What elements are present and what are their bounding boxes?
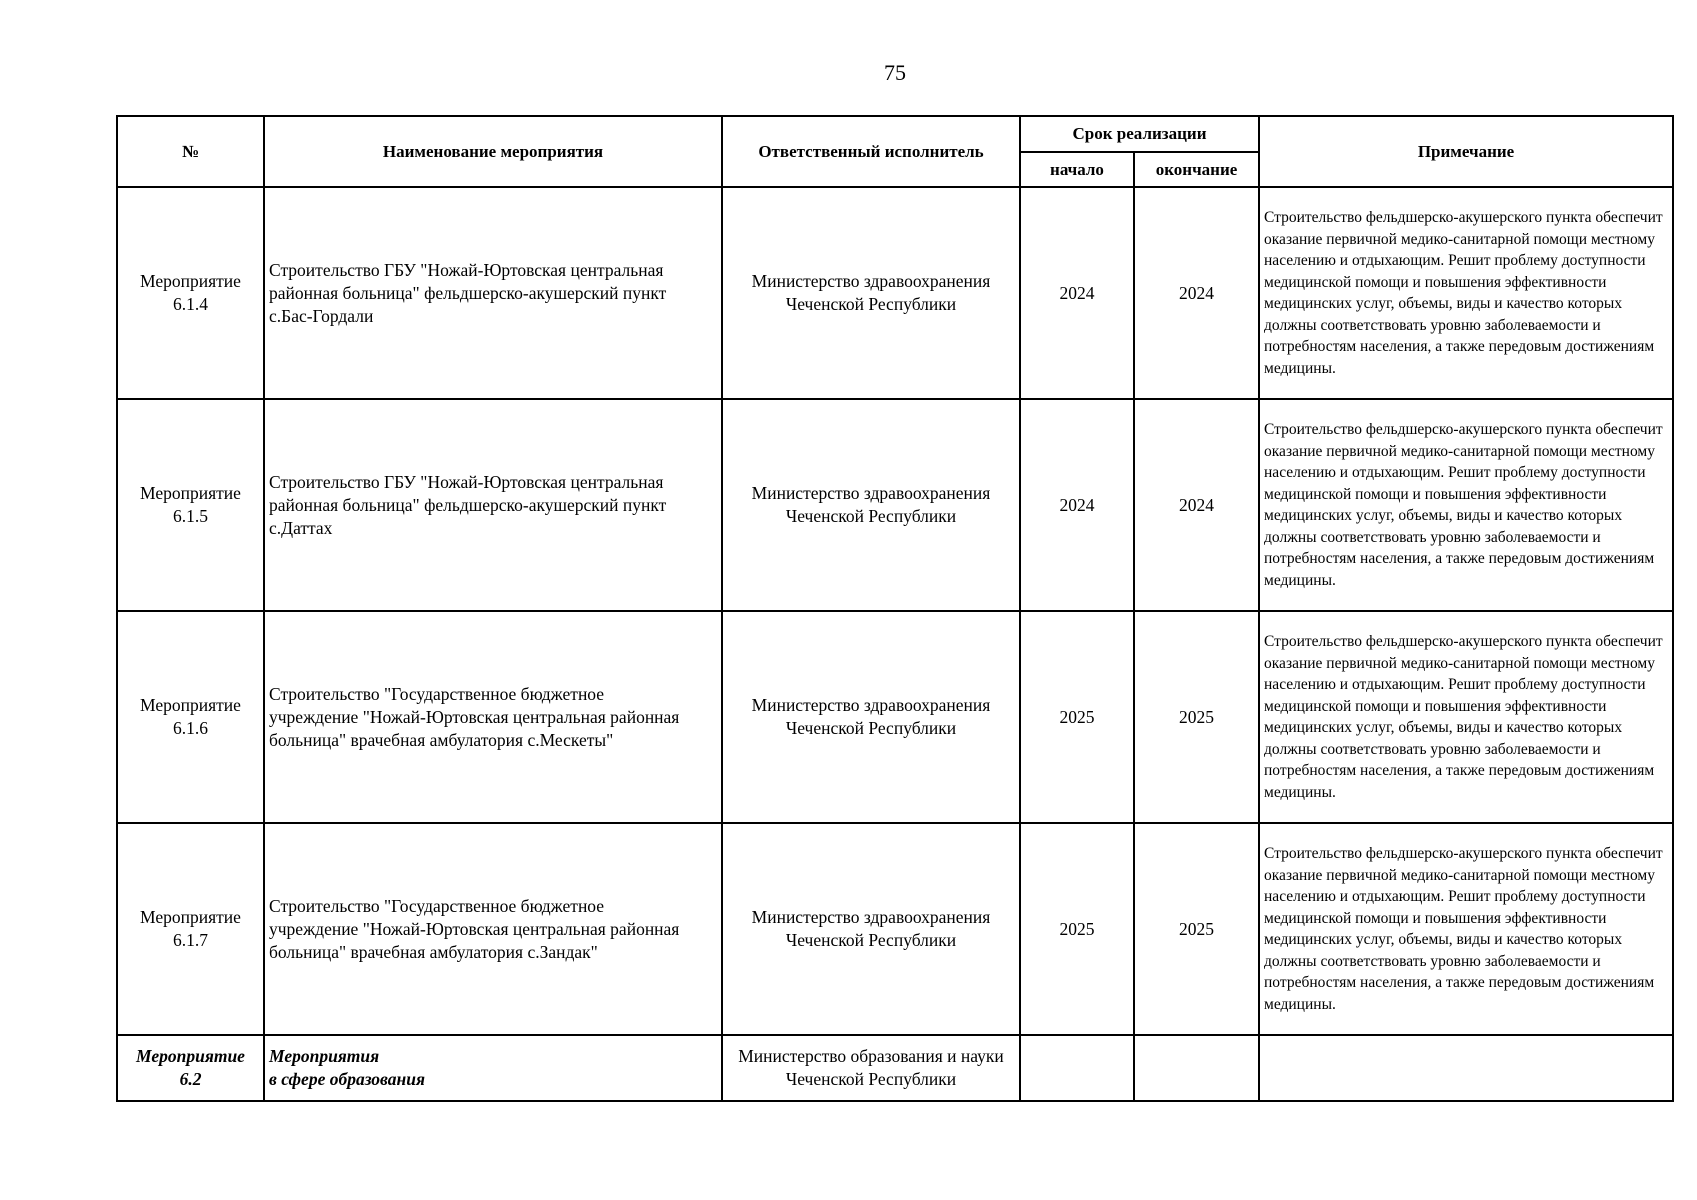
executor-line: Чеченской Республики xyxy=(785,506,957,526)
section-number-label: Мероприятие xyxy=(136,1046,245,1066)
event-name-line: с.Даттах xyxy=(269,517,333,538)
event-number-value: 6.1.4 xyxy=(173,294,208,314)
executor-line: Министерство здравоохранения xyxy=(751,271,991,291)
section-name-line: в сфере образования xyxy=(269,1069,425,1089)
header-name: Наименование мероприятия xyxy=(264,116,722,187)
header-note: Примечание xyxy=(1259,116,1673,187)
event-name-line: учреждение "Ножай-Юртовская центральная районная xyxy=(269,706,680,727)
section-name xyxy=(264,1035,722,1101)
page-number: 75 xyxy=(884,60,906,85)
executor-line: Чеченской Республики xyxy=(785,930,957,950)
event-number-value: 6.1.7 xyxy=(173,930,208,950)
table-row xyxy=(117,187,1673,399)
event-name-line: районная больница" фельдшерско-акушерский пункт xyxy=(269,282,667,303)
header-start: начало xyxy=(1020,152,1134,187)
event-number xyxy=(117,399,264,611)
executor-line: Чеченской Республики xyxy=(785,718,957,738)
executor-line: Министерство здравоохранения xyxy=(751,695,991,715)
event-note: Строительство фельдшерско-акушерского пункта обеспечит оказание первичной медико-санитарной помощи местному населению и отдыхающим. Решит проблему доступности медицинской помощи и повышения эффективности медицинских услуг, объемы, виды и качество которых должны соответствовать уровню заболеваемости и потребностям населения, а также передовым достижениям медицины. xyxy=(1259,399,1673,611)
header-executor: Ответственный исполнитель xyxy=(722,116,1020,187)
table-row xyxy=(117,823,1673,1035)
event-end-year: 2025 xyxy=(1134,611,1259,823)
event-number xyxy=(117,823,264,1035)
header-period: Срок реализации xyxy=(1020,116,1259,152)
event-note: Строительство фельдшерско-акушерского пункта обеспечит оказание первичной медико-санитарной помощи местному населению и отдыхающим. Решит проблему доступности медицинской помощи и повышения эффективности медицинских услуг, объемы, виды и качество которых должны соответствовать уровню заболеваемости и потребностям населения, а также передовым достижениям медицины. xyxy=(1259,611,1673,823)
event-name xyxy=(264,823,722,1035)
event-start-year: 2024 xyxy=(1020,399,1134,611)
event-number xyxy=(117,611,264,823)
executor-line: Чеченской Республики xyxy=(785,294,957,314)
executor-line: Министерство здравоохранения xyxy=(751,483,991,503)
event-name xyxy=(264,399,722,611)
event-executor xyxy=(722,399,1020,611)
event-number-value: 6.1.6 xyxy=(173,718,208,738)
event-executor xyxy=(722,611,1020,823)
table-row xyxy=(117,399,1673,611)
header-num: № xyxy=(117,116,264,187)
event-name-line: Строительство ГБУ "Ножай-Юртовская центральная xyxy=(269,471,664,492)
event-name-line: районная больница" фельдшерско-акушерский пункт xyxy=(269,494,667,515)
table-row xyxy=(117,611,1673,823)
event-name-line: Строительство "Государственное бюджетное xyxy=(269,683,605,704)
event-end-year: 2024 xyxy=(1134,187,1259,399)
event-name-line: больница" врачебная амбулатория с.Зандак" xyxy=(269,941,598,962)
table-header xyxy=(117,116,1673,187)
section-number xyxy=(117,1035,264,1101)
event-start-year: 2025 xyxy=(1020,823,1134,1035)
event-number-value: 6.1.5 xyxy=(173,506,208,526)
event-start-year: 2024 xyxy=(1020,187,1134,399)
event-number-label: Мероприятие xyxy=(140,483,241,503)
event-name-line: Строительство ГБУ "Ножай-Юртовская центральная xyxy=(269,259,664,280)
section-number-value: 6.2 xyxy=(179,1069,202,1089)
table-row-section xyxy=(117,1035,1673,1101)
event-note: Строительство фельдшерско-акушерского пункта обеспечит оказание первичной медико-санитарной помощи местному населению и отдыхающим. Решит проблему доступности медицинской помощи и повышения эффективности медицинских услуг, объемы, виды и качество которых должны соответствовать уровню заболеваемости и потребностям населения, а также передовым достижениям медицины. xyxy=(1259,823,1673,1035)
event-number-label: Мероприятие xyxy=(140,271,241,291)
section-note xyxy=(1259,1035,1673,1101)
event-start-year: 2025 xyxy=(1020,611,1134,823)
executor-line: Министерство здравоохранения xyxy=(751,907,991,927)
event-end-year: 2025 xyxy=(1134,823,1259,1035)
event-name-line: больница" врачебная амбулатория с.Мескеты" xyxy=(269,729,614,750)
event-number xyxy=(117,187,264,399)
section-end-year xyxy=(1134,1035,1259,1101)
event-name xyxy=(264,187,722,399)
event-end-year: 2024 xyxy=(1134,399,1259,611)
events-table xyxy=(116,115,1674,1102)
event-name-line: учреждение "Ножай-Юртовская центральная районная xyxy=(269,918,680,939)
event-name-line: Строительство "Государственное бюджетное xyxy=(269,895,605,916)
section-start-year xyxy=(1020,1035,1134,1101)
event-name xyxy=(264,611,722,823)
event-name-line: с.Бас-Гордали xyxy=(269,305,374,326)
section-executor xyxy=(722,1035,1020,1101)
event-note: Строительство фельдшерско-акушерского пункта обеспечит оказание первичной медико-санитарной помощи местному населению и отдыхающим. Решит проблему доступности медицинской помощи и повышения эффективности медицинских услуг, объемы, виды и качество которых должны соответствовать уровню заболеваемости и потребностям населения, а также передовым достижениям медицины. xyxy=(1259,187,1673,399)
event-executor xyxy=(722,823,1020,1035)
section-name-line: Мероприятия xyxy=(269,1046,380,1066)
event-number-label: Мероприятие xyxy=(140,907,241,927)
event-executor xyxy=(722,187,1020,399)
header-end: окончание xyxy=(1134,152,1259,187)
executor-line: Чеченской Республики xyxy=(785,1069,957,1089)
executor-line: Министерство образования и науки xyxy=(738,1046,1004,1066)
event-number-label: Мероприятие xyxy=(140,695,241,715)
